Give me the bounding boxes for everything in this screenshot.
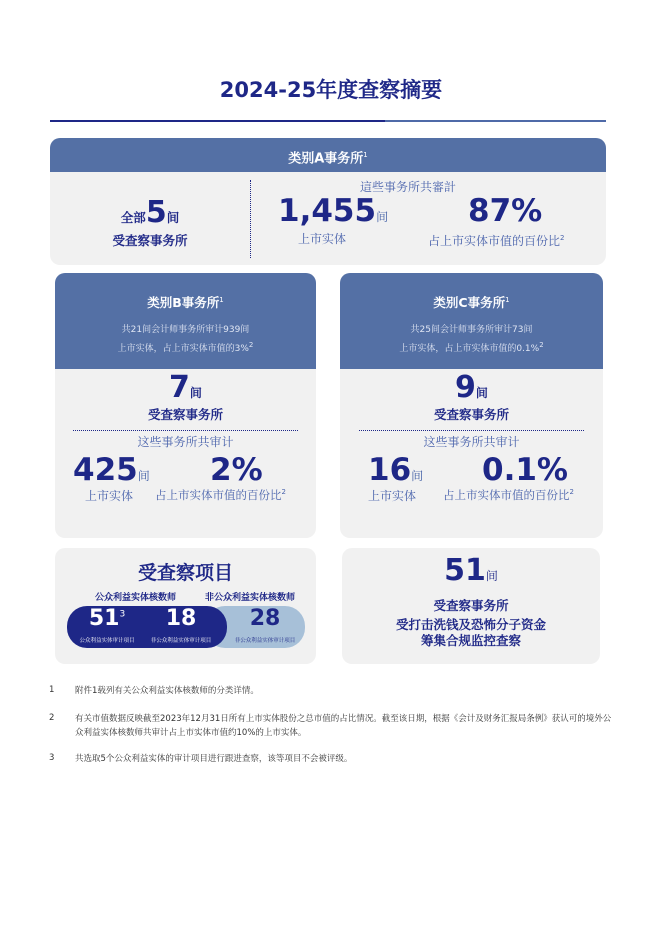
aml-number: 51 xyxy=(444,553,486,588)
footnote-ref: 1 xyxy=(505,295,510,304)
pie-projects-caption: 公众利益实体审计项目 xyxy=(79,638,135,644)
subtitle-line-2: 上市实体，占上市实体市值的0.1%$^2$ xyxy=(399,341,544,354)
page-title: 2024-25年度查察摘要 xyxy=(219,78,443,102)
category-b-share-value: 2% xyxy=(210,452,263,488)
non-pie-auditor-projects-caption: 非公众利益实体审计项目 xyxy=(234,638,296,644)
entities-number: 1,455 xyxy=(278,193,377,229)
non-pie-auditor-label: 非公众利益实体核数师 xyxy=(205,593,296,603)
category-b-share-label: 占上市实体市值的百份比$^2$ xyxy=(155,488,286,502)
non-pie-projects-caption: 非公众利益实体审计项目 xyxy=(150,638,212,644)
pie-projects-number: $51^3$ xyxy=(88,606,126,631)
category-a-header xyxy=(50,138,606,172)
dotted-divider xyxy=(73,430,298,431)
category-a-total-label: 受查察事务所 xyxy=(112,233,188,248)
footnote-ref: 2 xyxy=(539,341,544,349)
category-c-share-label: 占上市实体市值的百份比$^2$ xyxy=(443,488,574,502)
entities-unit: 间 xyxy=(411,469,424,483)
non-pie-projects-number: 18 xyxy=(165,606,197,631)
category-b-subtitle xyxy=(55,323,316,357)
footnote-ref: 2 xyxy=(560,234,565,242)
inspected-unit: 间 xyxy=(475,386,488,400)
total-number: 5 xyxy=(145,195,167,230)
inspection-items-card xyxy=(55,548,316,664)
footnote-ref: 2 xyxy=(569,488,574,497)
category-c-entities xyxy=(368,452,424,488)
aml-desc-line-2: 筹集合规监控查察 xyxy=(420,633,521,648)
aml-label: 受查察事务所 xyxy=(433,598,509,613)
subtitle-line-2: 上市实体，占上市实体市值的3%$^2$ xyxy=(117,341,254,354)
category-a-entities-label: 上市实体 xyxy=(298,232,347,246)
footnote-number: 2 xyxy=(49,713,55,723)
category-b-inspected xyxy=(55,370,316,405)
category-b-inspected-label: 受查察事务所 xyxy=(147,407,223,422)
footnote-ref: 2 xyxy=(281,488,286,497)
category-b-audit-intro: 这些事务所共审计 xyxy=(137,435,234,449)
category-c-heading: 类别C事务所$^1$ xyxy=(433,295,510,310)
inspected-number: 7 xyxy=(169,370,190,405)
category-a-entities xyxy=(278,193,389,229)
category-b-entities xyxy=(73,452,150,488)
inspection-items-heading: 受查察项目 xyxy=(137,562,233,584)
category-a-share-label xyxy=(428,232,564,249)
footnote-number: 1 xyxy=(49,685,55,695)
footnote-number: 3 xyxy=(49,753,55,763)
category-a-audit-intro: 這些事务所共審計 xyxy=(360,180,457,194)
category-c-entities-label: 上市实体 xyxy=(368,489,417,503)
dotted-divider xyxy=(359,430,584,431)
entities-number: 16 xyxy=(368,452,412,488)
total-unit: 间 xyxy=(166,210,180,225)
aml-card xyxy=(342,548,600,664)
category-c-inspected-label: 受查察事务所 xyxy=(433,407,509,422)
footnote-ref: 1 xyxy=(219,295,224,304)
category-c-inspected xyxy=(340,370,603,405)
category-c-subtitle xyxy=(340,323,603,357)
category-b-card xyxy=(55,273,316,538)
category-b-header xyxy=(55,273,316,369)
category-a-card xyxy=(50,138,606,265)
footnote-ref: 3 xyxy=(119,609,126,620)
aml-desc-line-1: 受打击洗钱及恐怖分子资金 xyxy=(395,617,546,632)
category-a-heading: 类别A事务所 xyxy=(288,151,364,167)
entities-unit: 间 xyxy=(376,210,389,224)
inspected-unit: 间 xyxy=(189,386,202,400)
footnote-text: 有关市值数据反映截至2023年12月31日所有上市实体股份之总市值的占比情况。截至该日期，根据《会计及财务汇报局条例》获认可的境外公众利益实体核数师共审计占上市实体市值约10%的上市实体。 xyxy=(75,714,612,738)
subtitle-line-1: 共25间会计师事务所审计73间 xyxy=(410,325,533,335)
footnote-text: 共选取5个公众利益实体的审计项目进行跟进查察，该等项目不会被评级。 xyxy=(75,754,353,764)
vertical-divider xyxy=(250,180,251,258)
subtitle-line-1: 共21间会计师事务所审计939间 xyxy=(121,325,250,335)
category-a-total xyxy=(50,195,250,230)
inspected-number: 9 xyxy=(455,370,476,405)
category-b-entities-label: 上市实体 xyxy=(85,489,134,503)
entities-unit: 间 xyxy=(137,469,150,483)
footnote-ref: 1 xyxy=(363,151,368,159)
category-c-header xyxy=(340,273,603,369)
total-prefix: 全部 xyxy=(120,210,146,225)
footnote-text: 附件1载列有关公众利益实体核数师的分类详情。 xyxy=(75,686,259,696)
share-label: 占上市实体市值的百份比 xyxy=(428,234,561,248)
aml-unit: 间 xyxy=(485,569,498,583)
title-divider-accent xyxy=(385,120,606,122)
category-c-audit-intro: 这些事务所共审计 xyxy=(423,435,520,449)
footnote-ref: 2 xyxy=(248,341,254,349)
pie-auditor-label: 公众利益实体核数师 xyxy=(95,593,177,603)
aml-inspected xyxy=(342,553,600,588)
category-a-share-value: 87% xyxy=(468,193,543,229)
entities-number: 425 xyxy=(73,452,138,488)
category-b-heading: 类别B事务所$^1$ xyxy=(147,295,224,310)
non-pie-auditor-projects-number: 28 xyxy=(249,606,281,631)
category-c-card xyxy=(340,273,603,538)
category-c-share-value: 0.1% xyxy=(482,452,568,488)
